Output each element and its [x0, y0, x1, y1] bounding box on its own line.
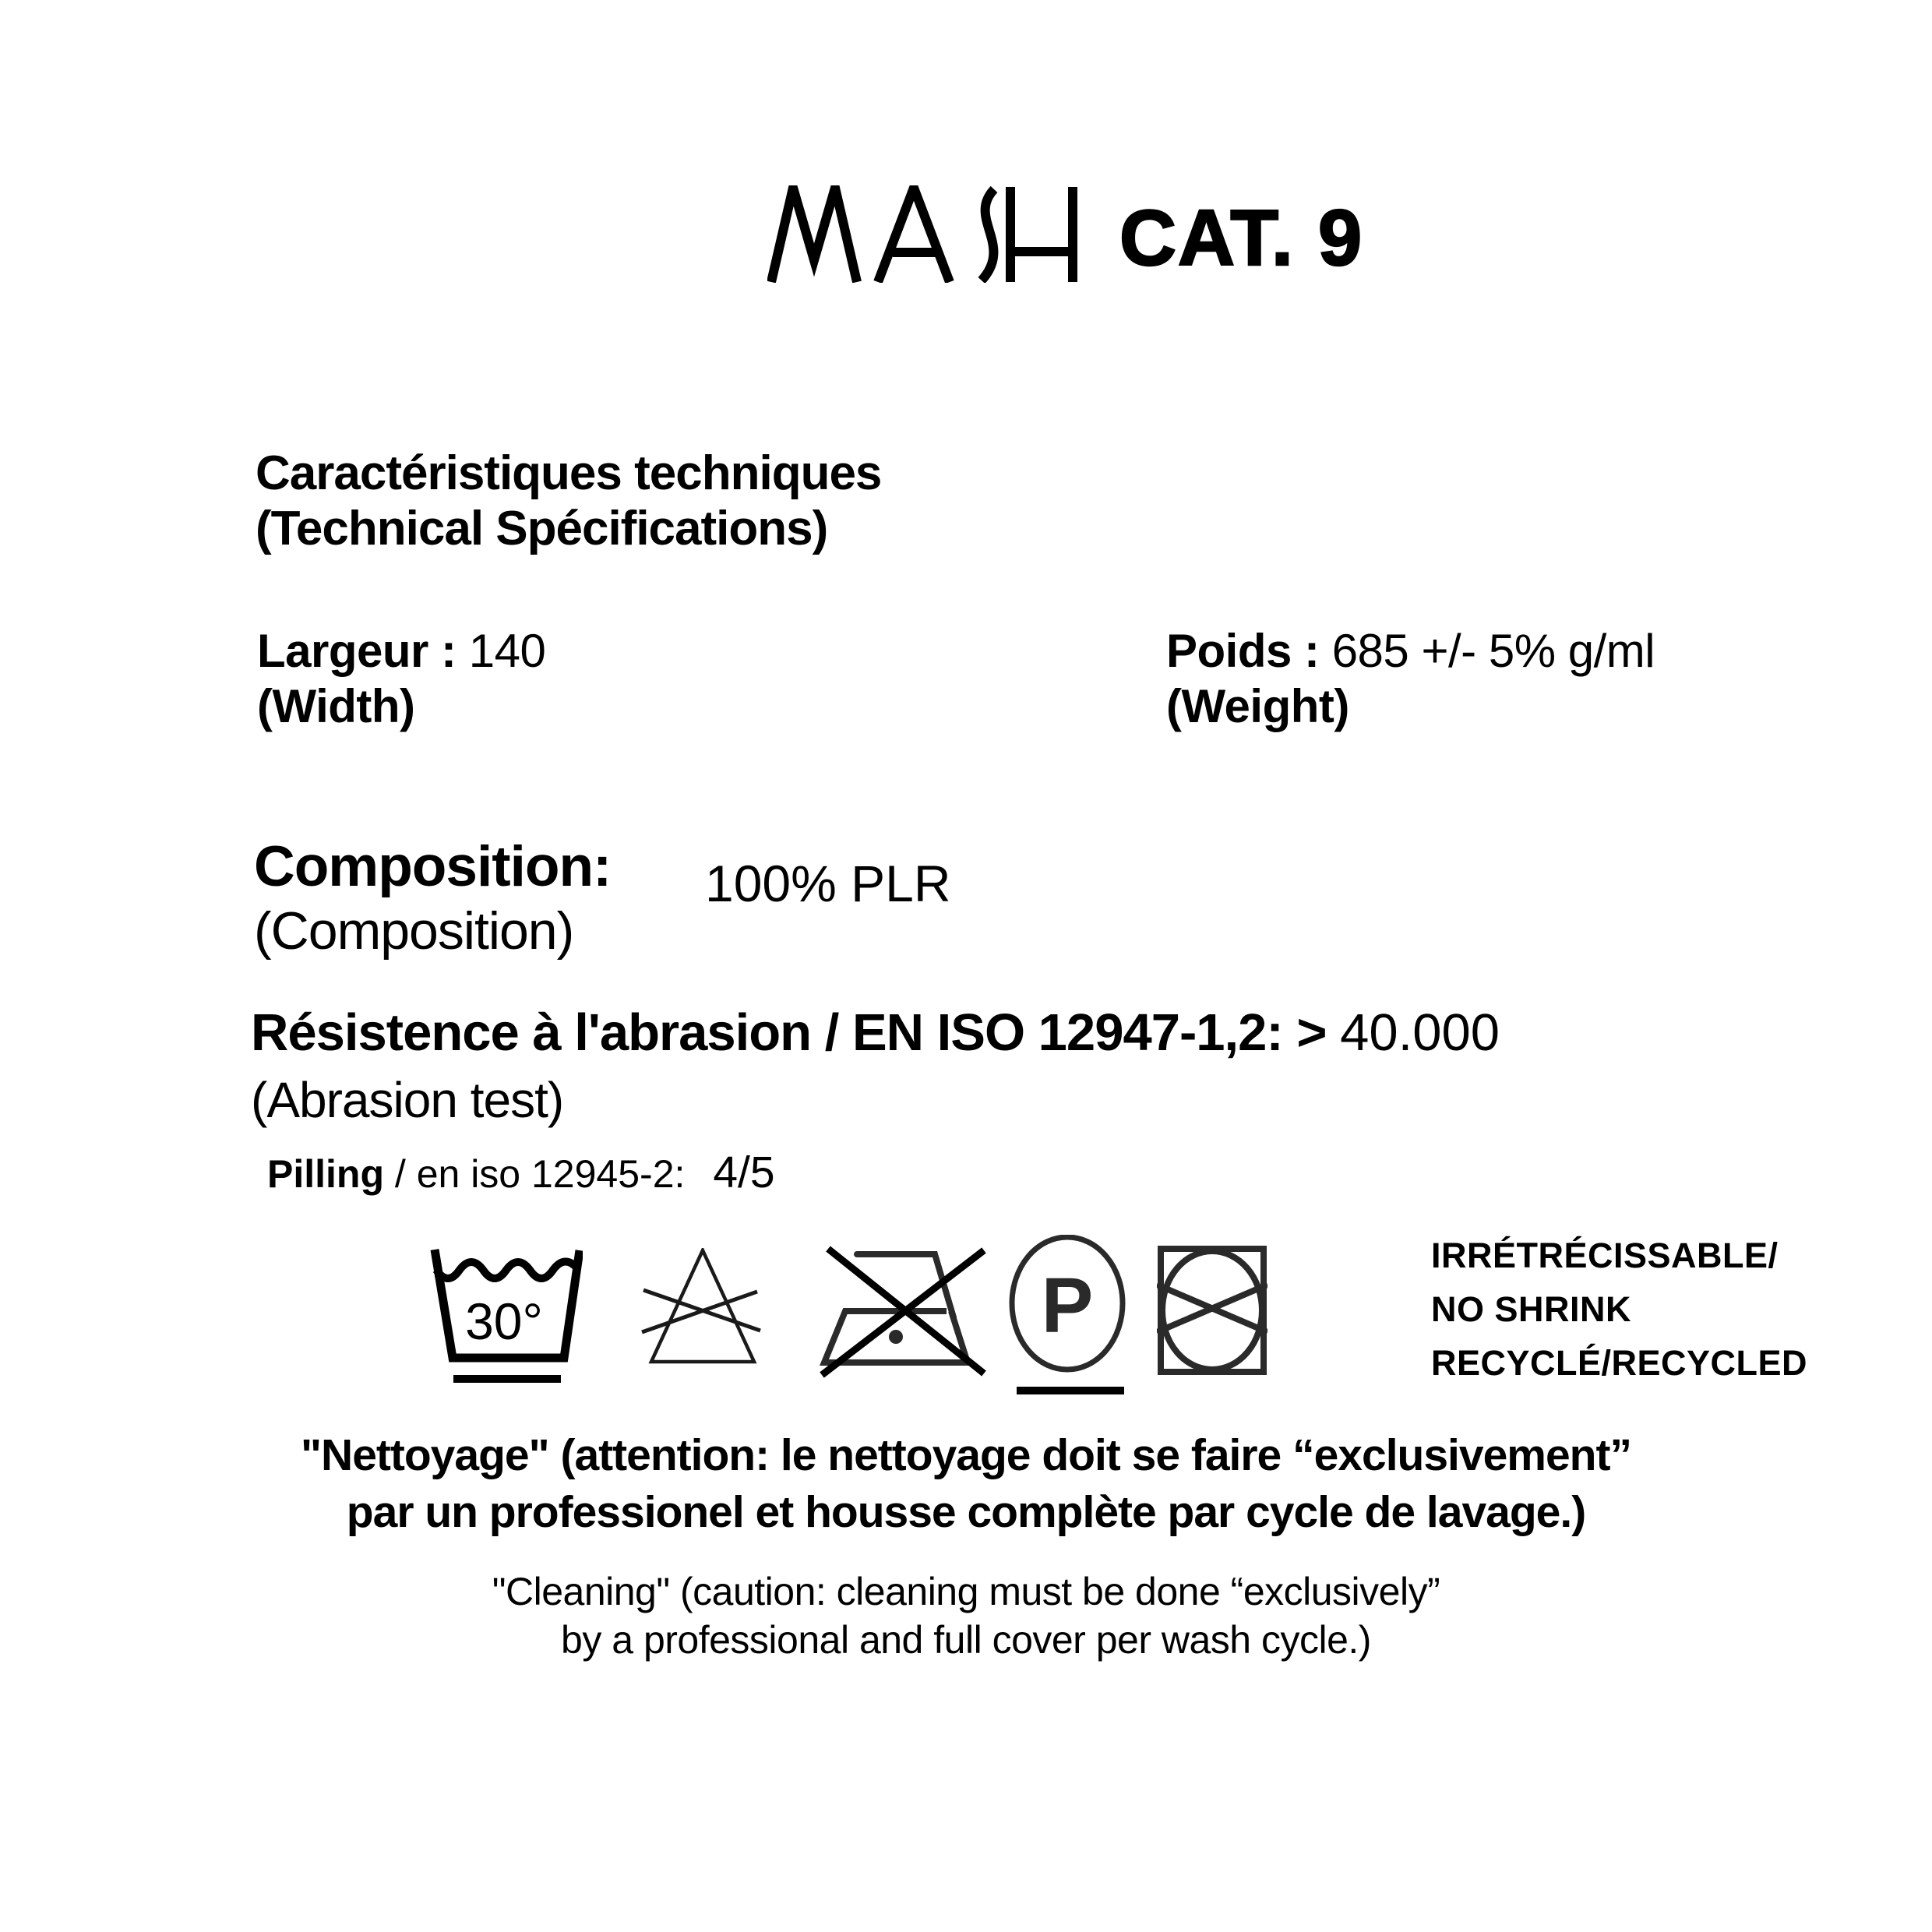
category-label: CAT. 9	[1119, 195, 1364, 282]
width-sublabel: (Width)	[257, 680, 415, 732]
composition-label: Composition:	[254, 835, 612, 898]
cleaning-note-fr-line1: "Nettoyage" (attention: le nettoyage doit se faire “exclusivement”	[301, 1430, 1631, 1480]
composition-sublabel: (Composition)	[254, 901, 574, 961]
care-note-line: RECYCLÉ/RECYCLED	[1431, 1343, 1808, 1383]
do-not-bleach-icon	[639, 1248, 763, 1365]
section-heading	[256, 446, 881, 556]
dry-clean-p-gentle-icon	[1007, 1235, 1128, 1398]
logo-letter-m	[771, 188, 857, 282]
do-not-tumble-dry-icon	[1157, 1245, 1267, 1376]
section-title-en: (Technical Spécifications)	[256, 502, 828, 555]
weight-label: Poids :	[1166, 625, 1320, 677]
logo-letter-a	[878, 188, 950, 282]
section-title-fr: Caractéristiques techniques	[256, 446, 882, 500]
logo-letter-h	[1010, 187, 1073, 282]
abrasion-spec	[251, 997, 1500, 1131]
pilling-label: Pilling	[267, 1152, 384, 1196]
abrasion-sublabel: (Abrasion test)	[251, 1072, 564, 1128]
logo-letter-s	[982, 189, 994, 280]
cleaning-note-en-line2: by a professional and full cover per wash cycle.)	[561, 1618, 1371, 1662]
pilling-value: 4/5	[713, 1148, 775, 1197]
weight-value: 685 +/- 5% g/ml	[1331, 625, 1655, 677]
width-spec	[257, 623, 545, 734]
cleaning-note-fr-line2: par un professionel et housse complète par cycle de lavage.)	[346, 1487, 1586, 1537]
mash-brand-logo	[767, 185, 1079, 283]
care-note-line: NO SHRINK	[1431, 1289, 1632, 1329]
wash-temperature-label: 30°	[465, 1292, 543, 1350]
width-value: 140	[468, 625, 546, 677]
care-notes	[1431, 1229, 1807, 1390]
dry-clean-letter: P	[1041, 1262, 1094, 1349]
weight-sublabel: (Weight)	[1166, 680, 1349, 732]
cleaning-note-en	[0, 1567, 1932, 1664]
composition-spec	[254, 835, 611, 963]
cleaning-note-en-line1: "Cleaning" (caution: cleaning must be done “exclusively”	[492, 1570, 1440, 1613]
care-note-line: IRRÉTRÉCISSABLE/	[1431, 1236, 1779, 1275]
wash-30-gentle-icon	[427, 1245, 583, 1387]
weight-spec	[1166, 623, 1655, 734]
width-label: Largeur :	[257, 625, 457, 677]
pilling-spec	[267, 1147, 775, 1198]
do-not-iron-icon	[810, 1235, 993, 1383]
cleaning-note-fr	[0, 1427, 1932, 1541]
pilling-standard: / en iso 12945-2:	[394, 1152, 686, 1196]
composition-value: 100% PLR	[705, 855, 951, 912]
abrasion-value: 40.000	[1340, 1003, 1500, 1062]
abrasion-label: Résistence à l'abrasion / EN ISO 12947-1,2: >	[251, 1003, 1327, 1062]
